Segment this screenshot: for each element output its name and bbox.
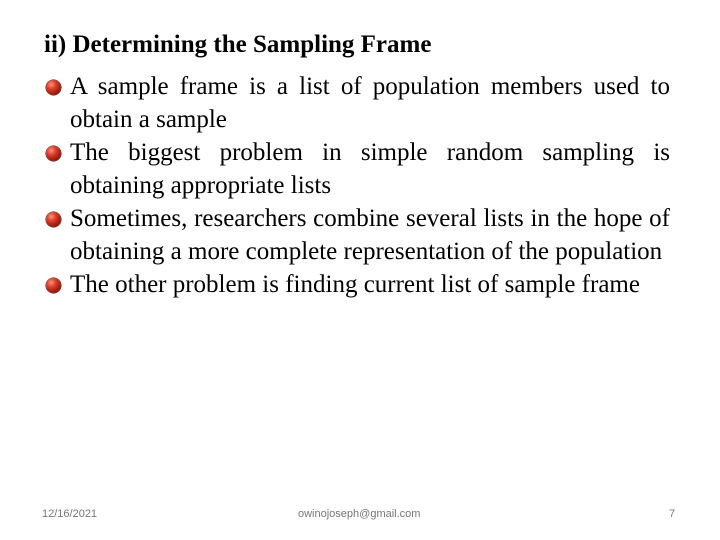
bullet-item [44, 202, 670, 268]
footer-email: owinojoseph@gmail.com [298, 508, 421, 520]
bullet-text: The biggest problem in simple random sampling is obtaining appropriate lists [70, 139, 670, 199]
bullet-item [44, 136, 670, 202]
bullet-text: Sometimes, researchers combine several lists in the hope of obtaining a more complete representation of the population [70, 205, 670, 265]
footer-date: 12/16/2021 [42, 508, 98, 520]
page-number: 7 [669, 508, 676, 520]
bullet-item [44, 268, 670, 301]
bullet-text: The other problem is finding current list of sample frame [70, 271, 640, 298]
bullet-list [44, 70, 670, 301]
bullet-item [44, 70, 670, 136]
red-sphere-bullet-icon [46, 146, 61, 161]
bullet-text: A sample frame is a list of population members used to obtain a sample [70, 73, 670, 133]
red-sphere-bullet-icon [46, 80, 61, 95]
red-sphere-bullet-icon [46, 212, 61, 227]
red-sphere-bullet-icon [46, 278, 61, 293]
slide-title: ii) Determining the Sampling Frame [44, 31, 432, 58]
